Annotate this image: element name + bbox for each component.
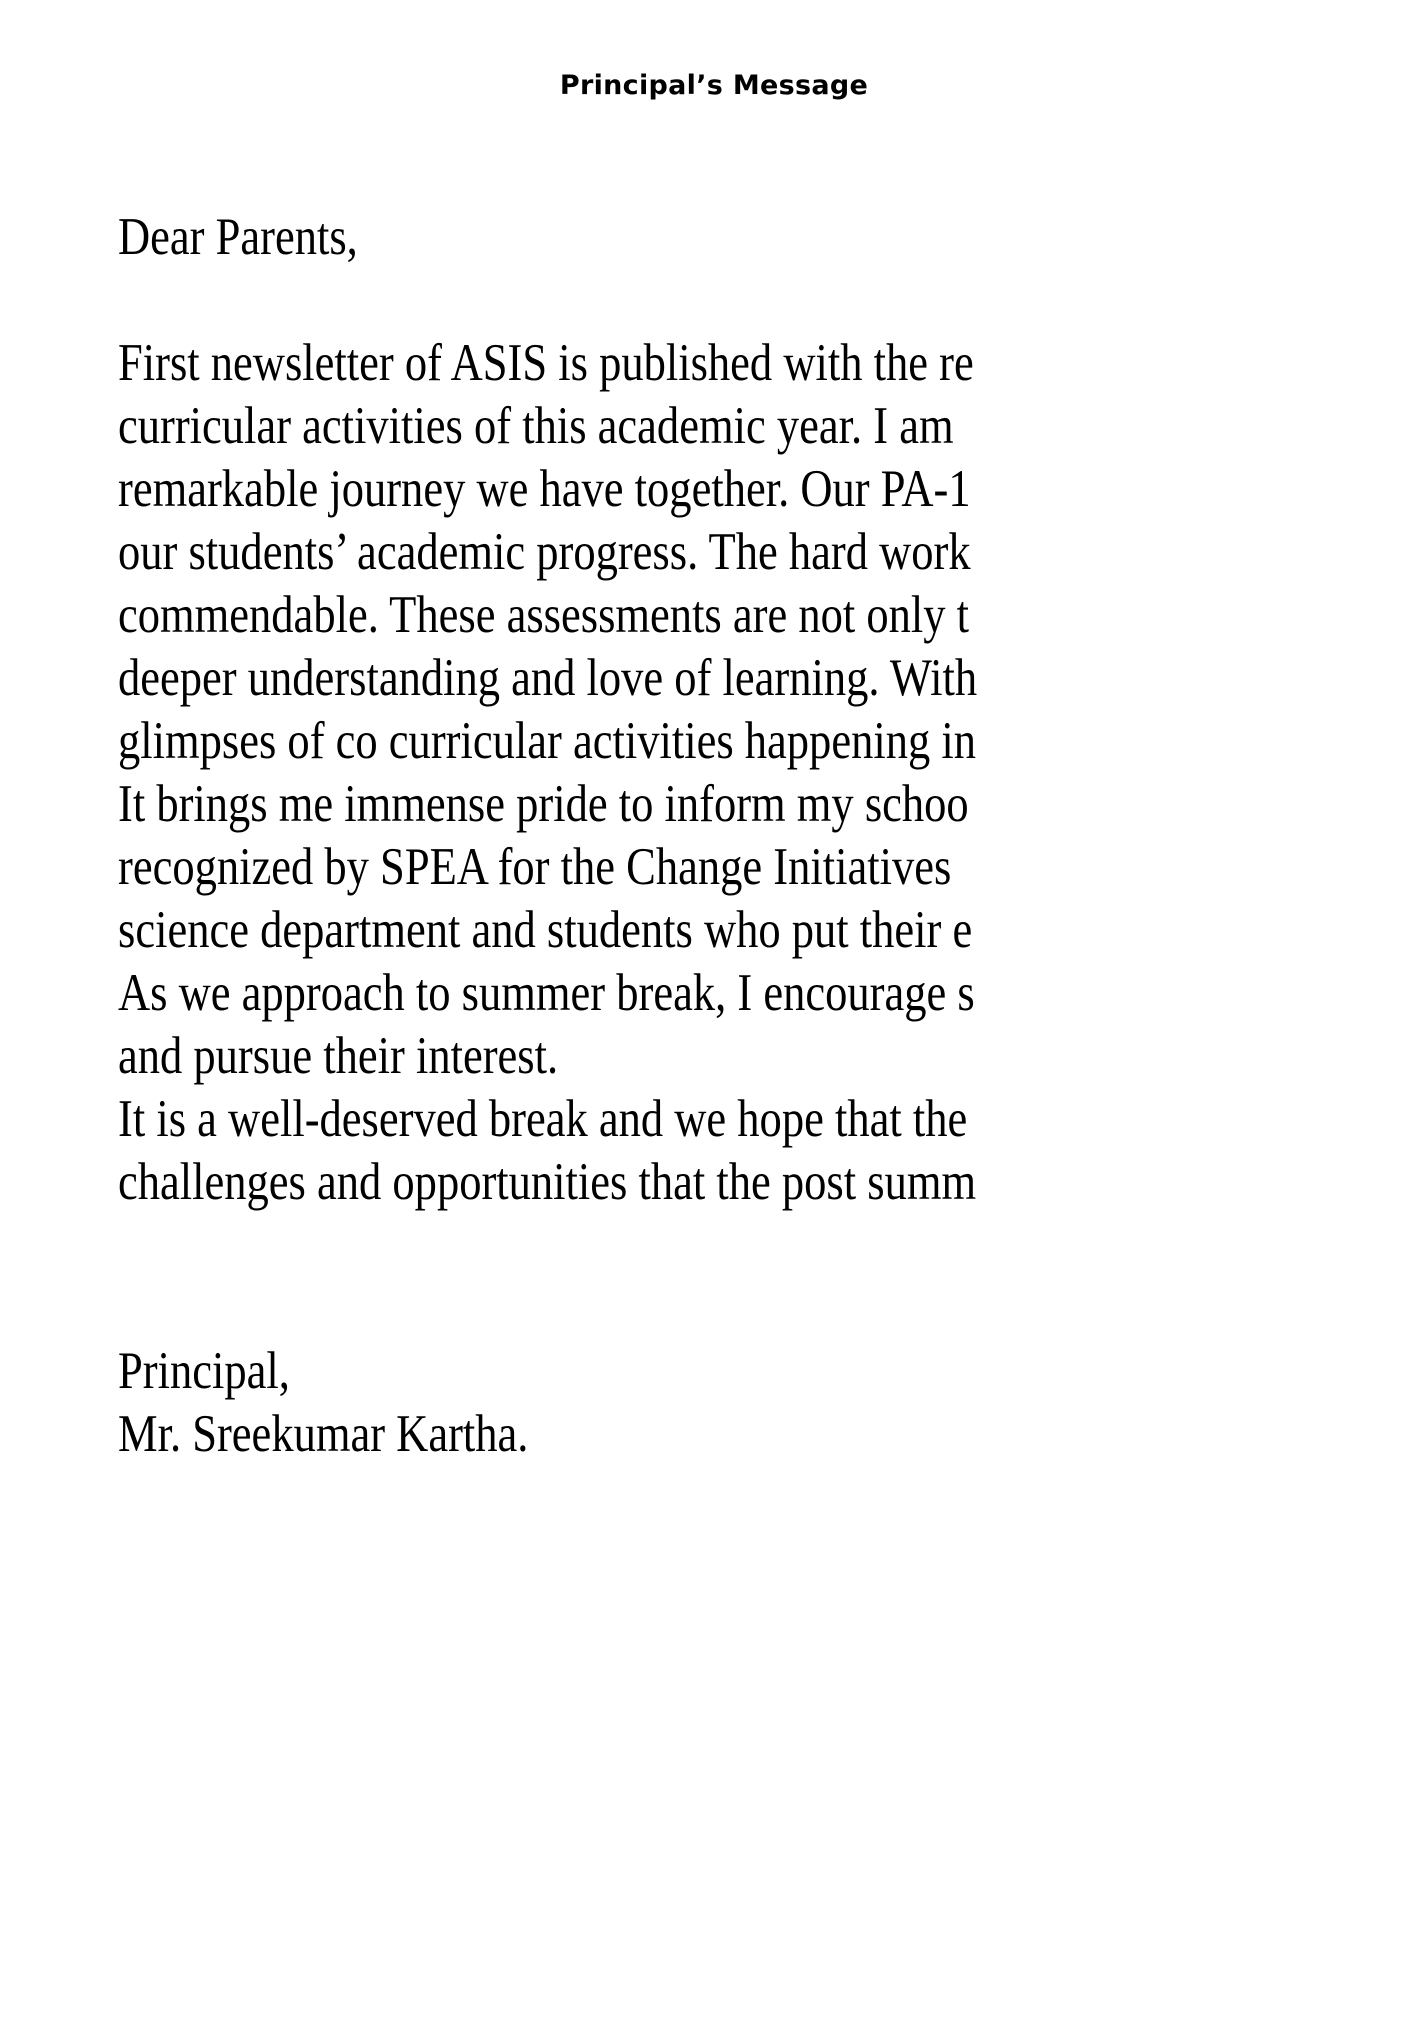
letter-paragraph-gap xyxy=(118,1277,1428,1340)
letter-line: It brings me immense pride to inform my schoo xyxy=(118,775,969,833)
letter-line: our students’ academic progress. The hard work xyxy=(118,523,971,581)
letter-line: recognized by SPEA for the Change Initiatives xyxy=(118,838,952,896)
letter-line-blank xyxy=(118,269,1428,332)
letter-line: As we approach to summer break, I encourage s xyxy=(118,964,975,1022)
letter-signoff-role: Principal, xyxy=(118,1342,290,1400)
letter-line: First newsletter of ASIS is published with the re xyxy=(118,334,974,392)
letter-line: It is a well-deserved break and we hope that the xyxy=(118,1090,968,1148)
letter-line: curricular activities of this academic year. I am xyxy=(118,397,954,455)
letter-line: and pursue their interest. xyxy=(118,1027,559,1085)
letter-line: glimpses of co curricular activities happening in xyxy=(118,712,976,770)
letter-line-blank xyxy=(118,1214,1428,1277)
letter-line: remarkable journey we have together. Our PA-1 xyxy=(118,460,971,518)
letter-line: commendable. These assessments are not only t xyxy=(118,586,970,644)
letter-line: science department and students who put their e xyxy=(118,901,973,959)
letter-body xyxy=(118,206,1428,1466)
letter-signoff-name: Mr. Sreekumar Kartha. xyxy=(118,1405,529,1463)
page-title: Principal’s Message xyxy=(559,70,869,101)
letter-line: deeper understanding and love of learning. With xyxy=(118,649,978,707)
letter-line: challenges and opportunities that the post summ xyxy=(118,1153,977,1211)
letter-line: Dear Parents, xyxy=(118,208,358,266)
